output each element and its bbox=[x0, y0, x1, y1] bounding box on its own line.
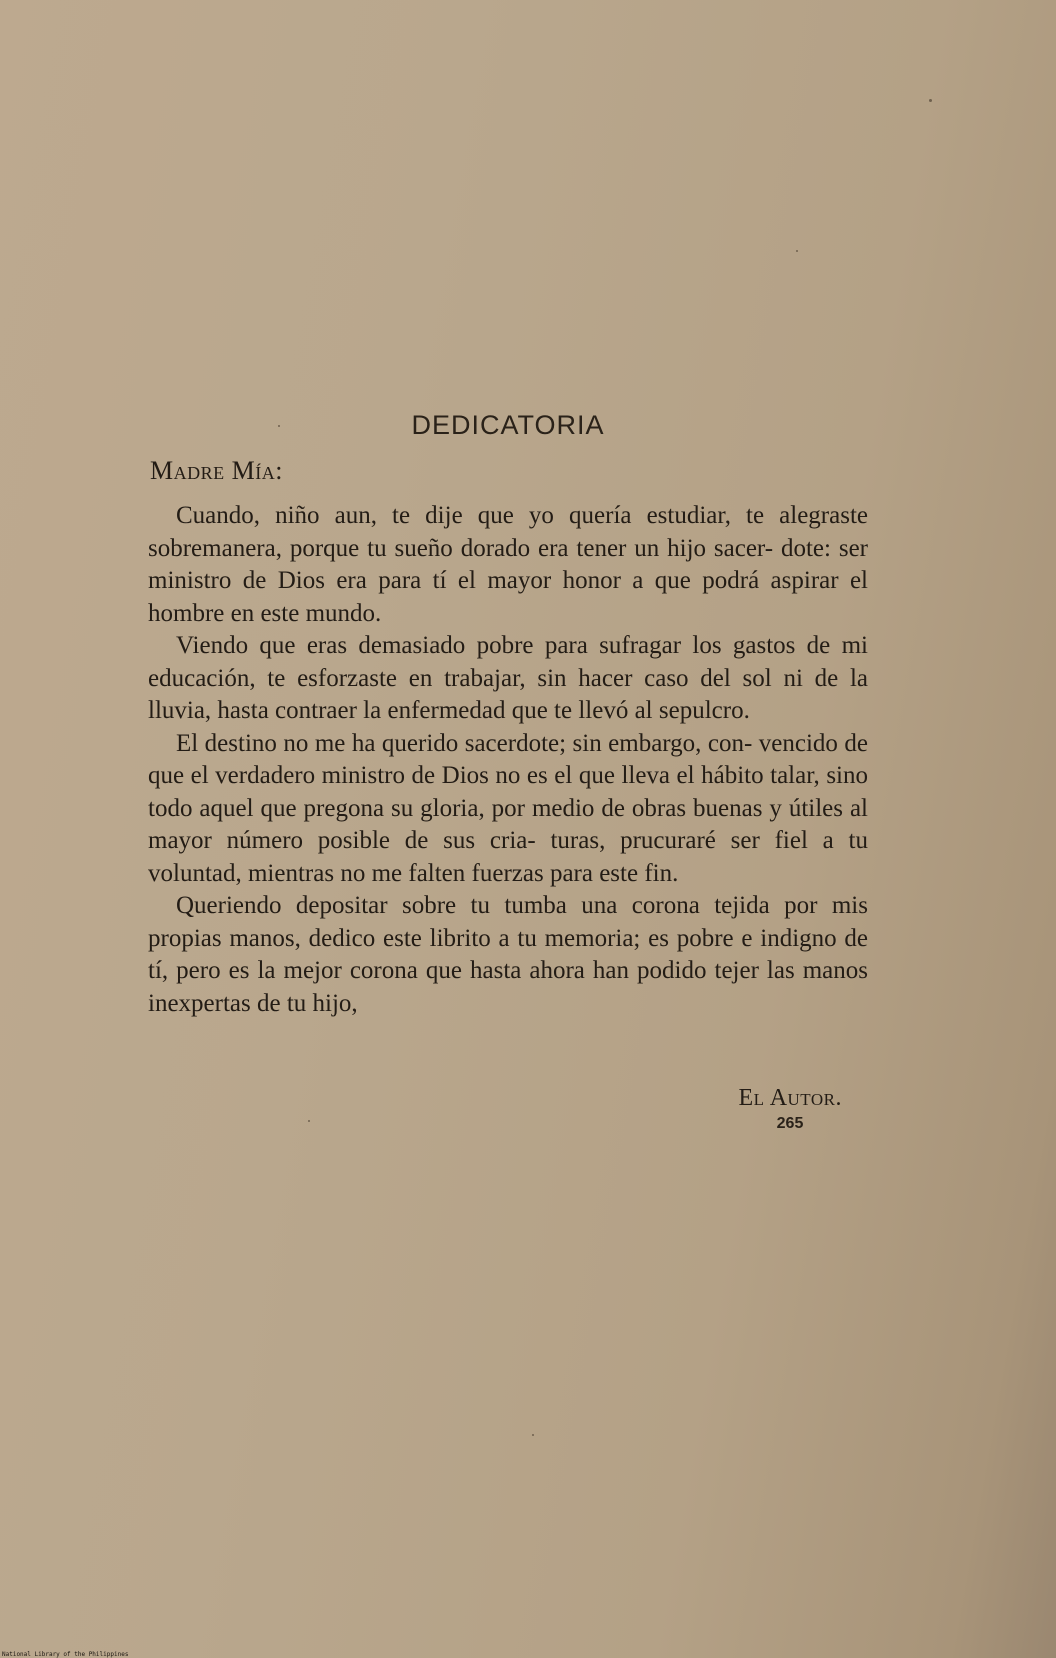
paper-speck bbox=[532, 1434, 534, 1436]
paragraph: Cuando, niño aun, te dije que yo quería estudiar, te alegraste sobremanera, porque tu sueño dorado era tener un hijo sacer- dote: ser ministro de Dios era para tí el mayor honor a que podrá aspirar el hombre en este mundo. bbox=[148, 502, 868, 627]
paper-speck bbox=[929, 99, 932, 102]
paragraph: Viendo que eras demasiado pobre para sufragar los gastos de mi educación, te esforzaste en trabajar, sin hacer caso del sol ni de la lluvia, hasta contraer la enfermedad que te llevó al sepulcro. bbox=[148, 632, 868, 724]
salutation: Madre Mía: bbox=[150, 456, 283, 485]
library-footer: National Library of the Philippines bbox=[2, 1651, 129, 1658]
author-signature: El Autor. bbox=[738, 1085, 842, 1111]
paragraph: El destino no me ha querido sacerdote; sin embargo, con- vencido de que el verdadero ministro de Dios no es el que lleva el hábito talar, sino todo aquel que pregona su gloria, por medio de obras buenas y útiles al mayor número posible de sus cria- turas, prucuraré ser fiel a tu voluntad, mientras no me falten fuerzas para este fin. bbox=[148, 729, 868, 887]
paper-speck bbox=[308, 1120, 310, 1122]
page-number: 265 bbox=[776, 1115, 804, 1132]
page-title: DEDICATORIA bbox=[411, 410, 605, 440]
paper-speck bbox=[796, 250, 798, 252]
paragraph: Queriendo depositar sobre tu tumba una corona tejida por mis propias manos, dedico este librito a tu memoria; es pobre e indigno de tí, pero es la mejor corona que hasta ahora han podido tejer las manos inexpertas de tu hijo, bbox=[148, 892, 868, 1017]
dedication-body bbox=[148, 500, 868, 1020]
